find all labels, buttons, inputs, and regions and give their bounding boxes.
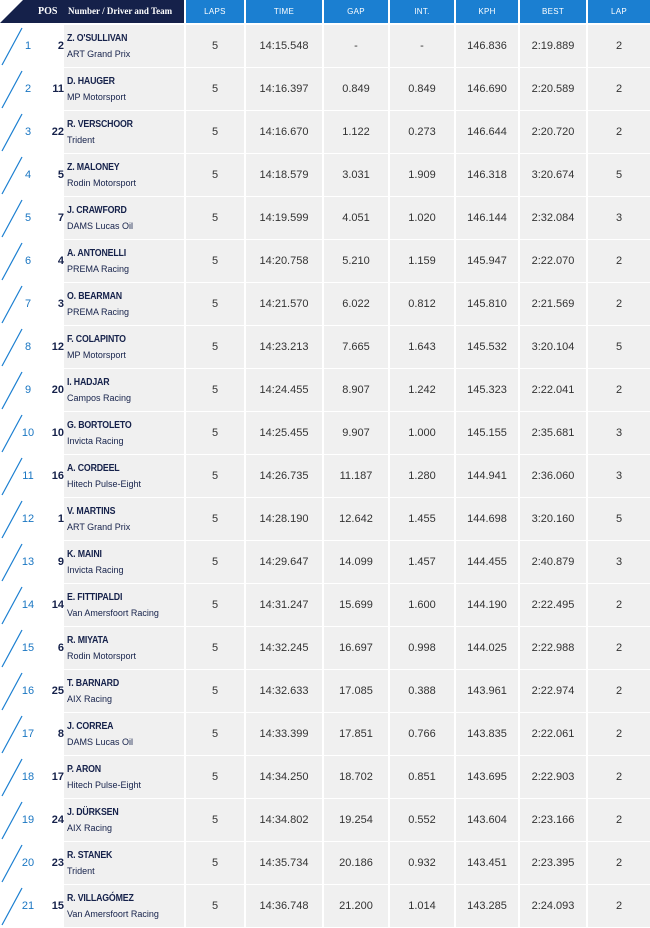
cell-gap: 18.702: [324, 756, 388, 798]
header-kph: KPH: [456, 0, 518, 23]
cell-time: 14:15.548: [246, 25, 322, 67]
header-time: TIME: [246, 0, 322, 23]
cell-laps: 5: [186, 369, 244, 411]
team-name: DAMS Lucas Oil: [67, 737, 134, 747]
cell-lap: 2: [588, 670, 650, 712]
cell-int: 1.159: [390, 240, 454, 282]
driver-cell: [64, 197, 184, 239]
team-name: Trident: [67, 866, 95, 876]
cell-gap: 17.085: [324, 670, 388, 712]
driver-name: T. BARNARD: [67, 678, 120, 689]
car-number: 20: [51, 384, 64, 396]
cell-kph: 143.835: [456, 713, 518, 755]
cell-kph: 145.810: [456, 283, 518, 325]
driver-name: K. MAINI: [67, 549, 102, 560]
cell-best: 2:24.093: [520, 885, 586, 927]
cell-int: 0.766: [390, 713, 454, 755]
driver-cell: [64, 885, 184, 927]
driver-name: R. VILLAGÓMEZ: [67, 893, 134, 904]
cell-time: 14:28.190: [246, 498, 322, 540]
cell-int: 0.388: [390, 670, 454, 712]
cell-kph: 144.025: [456, 627, 518, 669]
driver-name: R. VERSCHOOR: [67, 119, 133, 130]
table-row: [0, 326, 650, 368]
driver-name: G. BORTOLETO: [67, 420, 132, 431]
position: 10: [21, 427, 35, 439]
cell-kph: 143.604: [456, 799, 518, 841]
team-name: Invicta Racing: [67, 436, 124, 446]
cell-time: 14:32.633: [246, 670, 322, 712]
cell-best: 2:23.395: [520, 842, 586, 884]
team-name: Rodin Motorsport: [67, 651, 137, 661]
position: 11: [22, 470, 34, 482]
cell-time: 14:34.250: [246, 756, 322, 798]
cell-lap: 3: [588, 412, 650, 454]
table-row: [0, 412, 650, 454]
table-row: [0, 713, 650, 755]
cell-best: 2:22.070: [520, 240, 586, 282]
cell-best: 2:35.681: [520, 412, 586, 454]
cell-kph: 146.644: [456, 111, 518, 153]
cell-best: 2:23.166: [520, 799, 586, 841]
driver-cell: [64, 756, 184, 798]
position: 20: [21, 857, 35, 869]
cell-kph: 143.285: [456, 885, 518, 927]
team-name: MP Motorsport: [67, 92, 126, 102]
team-name: PREMA Racing: [67, 307, 130, 317]
driver-cell: [64, 369, 184, 411]
table-row: [0, 68, 650, 110]
header-laps: LAPS: [186, 0, 244, 23]
car-number: 23: [51, 857, 64, 869]
header-number-driver-team: Number / Driver and Team: [68, 6, 173, 16]
cell-lap: 2: [588, 68, 650, 110]
car-number: 8: [57, 728, 64, 740]
table-row: [0, 455, 650, 497]
position: 18: [21, 771, 35, 783]
cell-kph: 144.455: [456, 541, 518, 583]
cell-lap: 3: [588, 197, 650, 239]
header-best: BEST: [520, 0, 586, 23]
table-row: [0, 154, 650, 196]
header-lap: LAP: [588, 0, 650, 23]
car-number: 2: [57, 40, 64, 52]
cell-gap: 3.031: [324, 154, 388, 196]
driver-cell: [64, 154, 184, 196]
driver-name: A. ANTONELLI: [67, 248, 127, 259]
cell-laps: 5: [186, 713, 244, 755]
cell-kph: 145.155: [456, 412, 518, 454]
cell-lap: 2: [588, 627, 650, 669]
cell-gap: 19.254: [324, 799, 388, 841]
cell-int: 1.643: [390, 326, 454, 368]
car-number: 4: [57, 255, 64, 267]
cell-best: 2:22.041: [520, 369, 586, 411]
car-number: 17: [51, 771, 64, 783]
table-row: [0, 240, 650, 282]
cell-best: 2:20.589: [520, 68, 586, 110]
cell-gap: 8.907: [324, 369, 388, 411]
cell-gap: 12.642: [324, 498, 388, 540]
cell-lap: 2: [588, 369, 650, 411]
cell-int: -: [390, 25, 454, 67]
cell-best: 2:20.720: [520, 111, 586, 153]
table-row: [0, 197, 650, 239]
cell-lap: 2: [588, 799, 650, 841]
cell-int: 1.457: [390, 541, 454, 583]
header-gap: GAP: [324, 0, 388, 23]
cell-time: 14:19.599: [246, 197, 322, 239]
team-name: Trident: [67, 135, 95, 145]
cell-laps: 5: [186, 885, 244, 927]
table-row: [0, 842, 650, 884]
cell-laps: 5: [186, 627, 244, 669]
car-number: 24: [51, 814, 64, 826]
position: 7: [24, 298, 32, 310]
cell-laps: 5: [186, 111, 244, 153]
cell-time: 14:32.245: [246, 627, 322, 669]
cell-best: 2:22.903: [520, 756, 586, 798]
driver-cell: [64, 240, 184, 282]
header-pos-driver-cell: [0, 0, 184, 23]
driver-name: Z. MALONEY: [67, 162, 120, 173]
position: 2: [24, 83, 32, 95]
table-row: [0, 369, 650, 411]
car-number: 9: [57, 556, 64, 568]
table-row: [0, 283, 650, 325]
table-row: [0, 627, 650, 669]
team-name: Campos Racing: [67, 393, 132, 403]
cell-int: 1.600: [390, 584, 454, 626]
cell-lap: 2: [588, 842, 650, 884]
position: 21: [21, 900, 35, 912]
cell-int: 1.455: [390, 498, 454, 540]
driver-name: Z. O'SULLIVAN: [67, 33, 128, 44]
cell-lap: 2: [588, 111, 650, 153]
position: 8: [24, 341, 32, 353]
car-number: 11: [52, 83, 64, 95]
header-notch: [0, 0, 23, 23]
cell-time: 14:20.758: [246, 240, 322, 282]
cell-kph: 146.690: [456, 68, 518, 110]
table-row: [0, 670, 650, 712]
position: 3: [24, 126, 32, 138]
position: 5: [24, 212, 32, 224]
table-row: [0, 756, 650, 798]
driver-name: A. CORDEEL: [67, 463, 120, 474]
cell-laps: 5: [186, 799, 244, 841]
team-name: Invicta Racing: [67, 565, 124, 575]
team-name: Hitech Pulse-Eight: [67, 780, 142, 790]
cell-lap: 2: [588, 885, 650, 927]
cell-lap: 2: [588, 25, 650, 67]
team-name: DAMS Lucas Oil: [67, 221, 134, 231]
header-pos: POS: [38, 6, 58, 17]
cell-time: 14:34.802: [246, 799, 322, 841]
cell-gap: 0.849: [324, 68, 388, 110]
cell-gap: 9.907: [324, 412, 388, 454]
table-row: [0, 584, 650, 626]
driver-cell: [64, 584, 184, 626]
position: 13: [21, 556, 35, 568]
cell-int: 1.280: [390, 455, 454, 497]
position: 17: [21, 728, 35, 740]
table-row: [0, 111, 650, 153]
driver-cell: [64, 842, 184, 884]
cell-laps: 5: [186, 455, 244, 497]
position: 1: [24, 40, 32, 52]
cell-laps: 5: [186, 68, 244, 110]
cell-kph: 146.144: [456, 197, 518, 239]
cell-best: 2:22.988: [520, 627, 586, 669]
cell-lap: 2: [588, 283, 650, 325]
cell-time: 14:21.570: [246, 283, 322, 325]
team-name: Van Amersfoort Racing: [67, 608, 159, 618]
car-number: 22: [51, 126, 64, 138]
cell-gap: 16.697: [324, 627, 388, 669]
team-name: Hitech Pulse-Eight: [67, 479, 142, 489]
position: 15: [21, 642, 35, 654]
table-header: [0, 0, 650, 23]
cell-laps: 5: [186, 283, 244, 325]
cell-best: 3:20.160: [520, 498, 586, 540]
car-number: 7: [57, 212, 64, 224]
table-row: [0, 885, 650, 927]
cell-time: 14:36.748: [246, 885, 322, 927]
driver-cell: [64, 498, 184, 540]
cell-laps: 5: [186, 154, 244, 196]
driver-cell: [64, 25, 184, 67]
cell-time: 14:35.734: [246, 842, 322, 884]
cell-lap: 2: [588, 713, 650, 755]
driver-cell: [64, 283, 184, 325]
cell-laps: 5: [186, 670, 244, 712]
team-name: Rodin Motorsport: [67, 178, 137, 188]
car-number: 25: [51, 685, 64, 697]
cell-laps: 5: [186, 197, 244, 239]
header-int: INT.: [390, 0, 454, 23]
driver-cell: [64, 541, 184, 583]
driver-name: J. CRAWFORD: [67, 205, 127, 216]
car-number: 15: [51, 900, 64, 912]
driver-name: I. HADJAR: [67, 377, 110, 388]
driver-cell: [64, 670, 184, 712]
car-number: 16: [51, 470, 64, 482]
cell-best: 2:22.061: [520, 713, 586, 755]
table-row: [0, 25, 650, 67]
table-row: [0, 541, 650, 583]
driver-name: P. ARON: [67, 764, 101, 775]
driver-name: V. MARTINS: [67, 506, 116, 517]
driver-cell: [64, 68, 184, 110]
cell-kph: 145.947: [456, 240, 518, 282]
cell-kph: 145.323: [456, 369, 518, 411]
cell-best: 2:22.974: [520, 670, 586, 712]
cell-time: 14:25.455: [246, 412, 322, 454]
cell-gap: 1.122: [324, 111, 388, 153]
cell-int: 0.552: [390, 799, 454, 841]
driver-name: E. FITTIPALDI: [67, 592, 123, 603]
cell-kph: 144.941: [456, 455, 518, 497]
cell-gap: 17.851: [324, 713, 388, 755]
driver-name: J. DÜRKSEN: [67, 807, 119, 818]
car-number: 1: [57, 513, 64, 525]
cell-gap: -: [324, 25, 388, 67]
cell-gap: 21.200: [324, 885, 388, 927]
cell-time: 14:24.455: [246, 369, 322, 411]
driver-cell: [64, 799, 184, 841]
driver-name: D. HAUGER: [67, 76, 115, 87]
driver-name: J. CORREA: [67, 721, 114, 732]
cell-best: 2:19.889: [520, 25, 586, 67]
cell-laps: 5: [186, 412, 244, 454]
position: 9: [24, 384, 32, 396]
cell-time: 14:29.647: [246, 541, 322, 583]
cell-lap: 3: [588, 541, 650, 583]
cell-gap: 20.186: [324, 842, 388, 884]
results-rows: [0, 25, 650, 928]
cell-lap: 2: [588, 240, 650, 282]
cell-best: 2:21.569: [520, 283, 586, 325]
cell-laps: 5: [186, 25, 244, 67]
cell-int: 0.273: [390, 111, 454, 153]
cell-lap: 5: [588, 154, 650, 196]
position: 16: [21, 685, 35, 697]
cell-gap: 11.187: [324, 455, 388, 497]
cell-laps: 5: [186, 842, 244, 884]
table-row: [0, 498, 650, 540]
cell-best: 2:32.084: [520, 197, 586, 239]
team-name: PREMA Racing: [67, 264, 130, 274]
table-row: [0, 799, 650, 841]
driver-cell: [64, 412, 184, 454]
cell-int: 0.851: [390, 756, 454, 798]
cell-laps: 5: [186, 584, 244, 626]
cell-lap: 3: [588, 455, 650, 497]
cell-int: 1.242: [390, 369, 454, 411]
cell-kph: 145.532: [456, 326, 518, 368]
cell-lap: 5: [588, 498, 650, 540]
cell-time: 14:33.399: [246, 713, 322, 755]
cell-kph: 146.318: [456, 154, 518, 196]
cell-int: 0.812: [390, 283, 454, 325]
driver-cell: [64, 326, 184, 368]
car-number: 10: [51, 427, 64, 439]
driver-name: R. STANEK: [67, 850, 113, 861]
cell-best: 3:20.104: [520, 326, 586, 368]
cell-kph: 146.836: [456, 25, 518, 67]
cell-best: 3:20.674: [520, 154, 586, 196]
cell-int: 0.849: [390, 68, 454, 110]
cell-kph: 143.695: [456, 756, 518, 798]
cell-laps: 5: [186, 498, 244, 540]
cell-time: 14:16.670: [246, 111, 322, 153]
cell-time: 14:18.579: [246, 154, 322, 196]
cell-gap: 14.099: [324, 541, 388, 583]
team-name: ART Grand Prix: [67, 49, 131, 59]
team-name: Van Amersfoort Racing: [67, 909, 159, 919]
car-number: 6: [57, 642, 64, 654]
cell-gap: 15.699: [324, 584, 388, 626]
cell-kph: 143.451: [456, 842, 518, 884]
cell-best: 2:40.879: [520, 541, 586, 583]
cell-gap: 6.022: [324, 283, 388, 325]
cell-kph: 144.190: [456, 584, 518, 626]
cell-laps: 5: [186, 541, 244, 583]
driver-name: F. COLAPINTO: [67, 334, 126, 345]
position: 14: [21, 599, 35, 611]
driver-cell: [64, 455, 184, 497]
cell-int: 1.000: [390, 412, 454, 454]
car-number: 5: [57, 169, 64, 181]
cell-int: 1.909: [390, 154, 454, 196]
cell-int: 1.014: [390, 885, 454, 927]
team-name: AIX Racing: [67, 823, 113, 833]
team-name: ART Grand Prix: [67, 522, 131, 532]
cell-int: 1.020: [390, 197, 454, 239]
cell-int: 0.998: [390, 627, 454, 669]
car-number: 12: [51, 341, 64, 353]
position: 12: [21, 513, 35, 525]
cell-gap: 7.665: [324, 326, 388, 368]
team-name: AIX Racing: [67, 694, 113, 704]
cell-best: 2:22.495: [520, 584, 586, 626]
car-number: 3: [57, 298, 64, 310]
cell-time: 14:26.735: [246, 455, 322, 497]
driver-cell: [64, 111, 184, 153]
cell-best: 2:36.060: [520, 455, 586, 497]
driver-name: R. MIYATA: [67, 635, 109, 646]
driver-cell: [64, 713, 184, 755]
position: 6: [24, 255, 32, 267]
car-number: 14: [51, 599, 64, 611]
cell-lap: 2: [588, 584, 650, 626]
cell-laps: 5: [186, 756, 244, 798]
driver-name: O. BEARMAN: [67, 291, 122, 302]
cell-laps: 5: [186, 326, 244, 368]
driver-cell: [64, 627, 184, 669]
cell-time: 14:31.247: [246, 584, 322, 626]
cell-laps: 5: [186, 240, 244, 282]
cell-time: 14:16.397: [246, 68, 322, 110]
cell-gap: 4.051: [324, 197, 388, 239]
position: 4: [24, 169, 32, 181]
position: 19: [21, 814, 35, 826]
cell-lap: 5: [588, 326, 650, 368]
team-name: MP Motorsport: [67, 350, 126, 360]
cell-lap: 2: [588, 756, 650, 798]
cell-int: 0.932: [390, 842, 454, 884]
cell-kph: 143.961: [456, 670, 518, 712]
cell-time: 14:23.213: [246, 326, 322, 368]
cell-gap: 5.210: [324, 240, 388, 282]
cell-kph: 144.698: [456, 498, 518, 540]
